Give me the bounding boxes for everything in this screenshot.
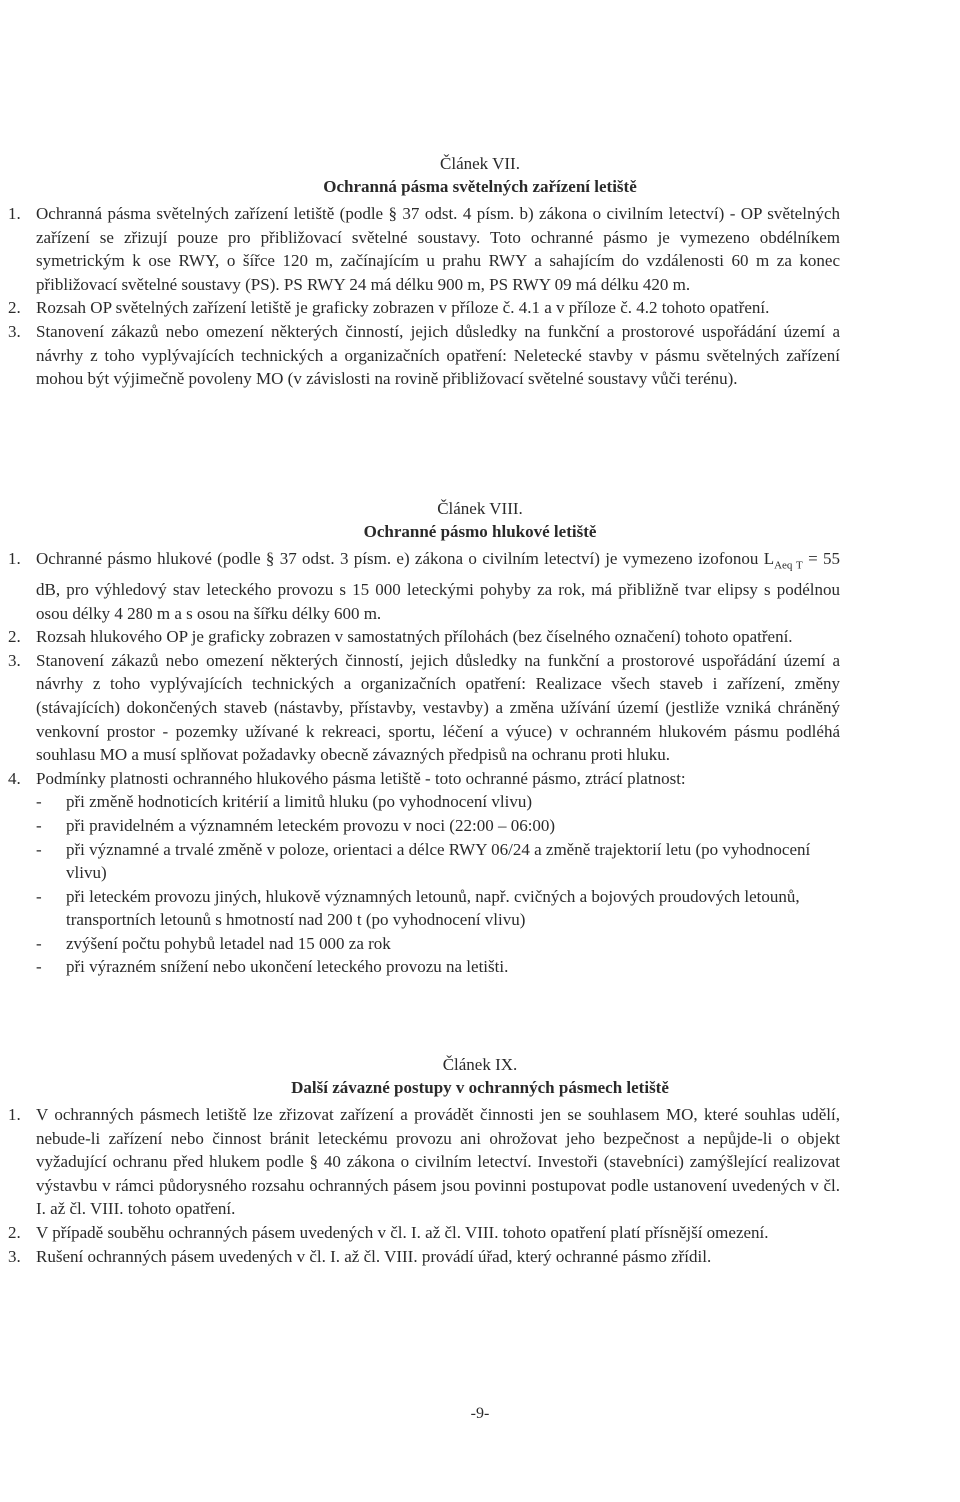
article-7-title: Ochranná pásma světelných zařízení letiště [323,177,637,196]
item-number: 1. [8,204,21,223]
item-number: 3. [8,321,21,341]
article-8-item-3 [0,649,960,767]
item-text: Stanovení zákazů nebo omezení některých činností, jejich důsledky na funkční a prostorové uspořádání území a návrhy z toho vyplývajících technických a organizačních opatření: Realizace všech staveb i zařízení, změny (stávajících) dokončených staveb (nástavby, přístavby, vestavby) a změna užívání území (jestliže vzniká chráněný venkovní prostor - pozemky užívané k rekreaci, sportu, léčení a výuce) v ochranném hlukovém pásmu podléhá souhlasu MO a musí splňovat požadavky obecně závazných předpisů na ochranu proti hluku. [36,650,840,765]
item-number: 4. [8,768,21,788]
article-8-heading [0,497,960,543]
article-7-item-3 [0,320,960,391]
article-8-number: Článek VIII. [437,499,523,518]
article-7-heading [0,152,960,198]
article-9-heading [0,1053,960,1099]
bullet-item: - při leteckém provozu jiných, hlukově významných letounů, např. cvičných a bojových proudových letounů, transportních letounů s hmotností nad 200 t (po vyhodnocení vlivu) [36,886,800,930]
article-9-item-3 [0,1245,960,1269]
item-text: Stanovení zákazů nebo omezení některých činností, jejich důsledky na funkční a prostorové uspořádání území a návrhy z toho vyplývajících technických a organizačních opatření: Neletecké stavby v pásmu světelných zařízení mohou být výjimečně povoleny MO (v závislosti na rovině přibližovací světelné soustavy vůči terénu). [36,321,840,389]
item-number: 3. [8,650,21,670]
item-number: 2. [8,298,21,318]
article-9-title: Další závazné postupy v ochranných pásmech letiště [291,1078,669,1097]
article-8-item-4 [0,767,960,791]
item-text: Ochranná pásma světelných zařízení letiště (podle § 37 odst. 4 písm. b) zákona o civilním letectví) - OP světelných zařízení se zřizují pouze pro přibližovací světelné soustavy. Toto ochranné pásmo je vymezeno obdélníkem symetrickým k ose RWY, o šířce 120 m, začínajícím u prahu RWY a sahajícím do vzdálenosti 60 m za konec přibližovací světelné soustavy (PS). PS RWY 24 má délku 900 m, PS RWY 09 má délku 420 m. [36,204,840,294]
item-text: V ochranných pásmech letiště lze zřizovat zařízení a provádět činnosti jen se souhlasem MO, které souhlas udělí, nebude-li zařízení nebo činnost bránit leteckému provozu ani ohrožovat jeho bezpečnost a nepůjde-li o objekt vyžadující ochranu před hlukem podle § 40 zákona o civilním letectví. Investoři (stavebníci) zamýšlející realizovat výstavbu v rámci půdorysného rozsahu ochranných pásem jsou povinni postupovat podle ustanovení uvedených v čl. I. až čl. VIII. tohoto opatření. [36,1105,840,1219]
item-text: Rozsah hlukového OP je graficky zobrazen v samostatných přílohách (bez číselného označení) tohoto opatření. [36,627,793,647]
bullet-item: - při výrazném snížení nebo ukončení leteckého provozu na letišti. [36,957,509,977]
page-number: -9- [470,1405,490,1422]
article-8 [0,497,960,979]
article-7 [0,152,960,391]
article-9-number: Článek IX. [442,1055,518,1074]
bullet-item: - při pravidelném a významném leteckém provozu v noci (22:00 – 06:00) [36,815,556,835]
item-text-part-a: Ochranné pásmo hlukové (podle § 37 odst. 3 písm. e) zákona o civilním letectví) je vymezeno izofonou L [36,549,775,568]
bullet-text: při výrazném snížení nebo ukončení leteckého provozu na letišti. [66,957,509,977]
bullet-item: - zvýšení počtu pohybů letadel nad 15 000 za rok [36,933,391,953]
article-8-item-1 [0,547,960,625]
item-text: Rozsah OP světelných zařízení letiště je graficky zobrazen v příloze č. 4.1 a v příloze č. 4.2 tohoto opatření. [36,298,770,318]
bullet-text: při změně hodnoticích kritérií a limitů hluku (po vyhodnocení vlivu) [66,792,532,812]
item-text: V případě souběhu ochranných pásem uvedených v čl. I. až čl. VIII. tohoto opatření platí přísnější omezení. [36,1222,769,1242]
bullet-text: při významné a trvalé změně v poloze, orientaci a délce RWY 06/24 a změně trajektorií letu (po vyhodnocení vlivu) [66,839,811,883]
item-text: Rušení ochranných pásem uvedených v čl. I. až čl. VIII. provádí úřad, který ochranné pásmo zřídil. [36,1246,712,1266]
item-number: 3. [8,1246,21,1266]
bullet-text: při leteckém provozu jiných, hlukově významných letounů, např. cvičných a bojových proudových letounů, transportních letounů s hmotností nad 200 t (po vyhodnocení vlivu) [66,886,800,930]
bullet-item: - při významné a trvalé změně v poloze, orientaci a délce RWY 06/24 a změně trajektorií letu (po vyhodnocení vlivu) [36,839,811,883]
article-9-item-1 [0,1103,960,1221]
bullet-text: zvýšení počtu pohybů letadel nad 15 000 za rok [66,933,391,953]
item-number: 1. [8,549,21,568]
article-9 [0,1053,960,1268]
article-8-item-2 [0,625,960,649]
subscript: Aeq T [774,559,803,572]
article-7-item-2 [0,296,960,320]
item-text [36,547,960,625]
item-number: 2. [8,627,21,647]
bullet-text: při pravidelném a významném leteckém provozu v noci (22:00 – 06:00) [66,815,556,835]
item-number: 2. [8,1222,21,1242]
article-7-item-1 [0,202,960,296]
article-7-number: Článek VII. [440,154,520,173]
item-text: Podmínky platnosti ochranného hlukového pásma letiště - toto ochranné pásmo, ztrácí platnost: [36,768,686,788]
article-8-title: Ochranné pásmo hlukové letiště [363,522,597,541]
item-number: 1. [8,1105,21,1124]
article-9-item-2 [0,1221,960,1245]
item-text-part-b: = 55 dB, pro výhledový stav leteckého provozu s 15 000 leteckými pohyby za rok, má přibližně tvar elipsy s podélnou osou délky 4 280 m a s osou na šířku délky 600 m. [36,549,840,623]
bullet-item: - při změně hodnoticích kritérií a limitů hluku (po vyhodnocení vlivu) [36,792,532,812]
